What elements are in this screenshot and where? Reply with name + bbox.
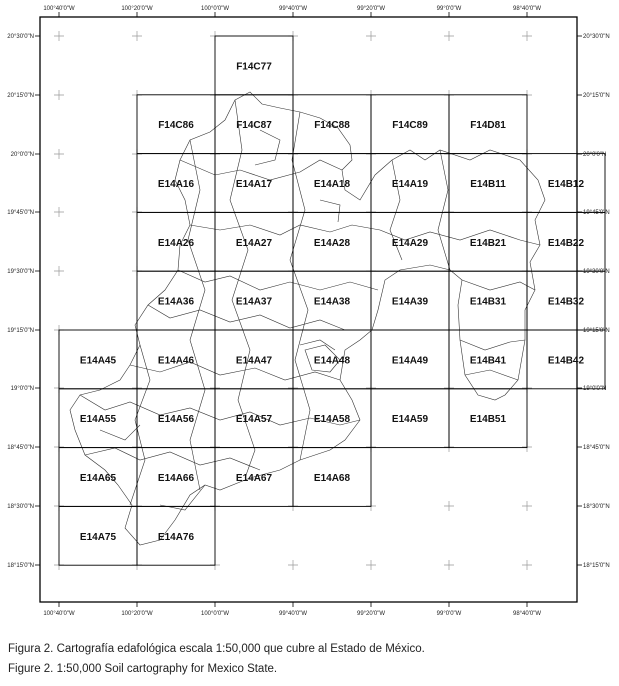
bottom-tick-label: 99°20'0"W bbox=[356, 611, 386, 617]
right-tick-label: 19°0'0"N bbox=[583, 386, 607, 392]
sheet-label: E14A29 bbox=[391, 237, 429, 249]
sheet-label: E14B22 bbox=[547, 237, 585, 249]
sheet-labels bbox=[80, 61, 585, 542]
graticule-cross bbox=[54, 31, 64, 41]
sheet-label: E14A17 bbox=[235, 179, 273, 190]
caption-english: Figure 2. 1:50,000 Soil cartography for Mexico State. bbox=[8, 663, 278, 675]
sheet-label: E14B42 bbox=[547, 355, 585, 367]
sheet-label: E14A55 bbox=[79, 414, 117, 426]
right-tick-label: 18°15'0"N bbox=[583, 563, 610, 569]
right-tick-label: 20°0'0"N bbox=[583, 152, 607, 158]
left-tick-label: 19°0'0"N bbox=[10, 386, 34, 392]
sheet-label: E14A28 bbox=[313, 237, 351, 249]
top-tick-label: 99°0'0"W bbox=[436, 6, 462, 12]
left-tick-label: 18°30'0"N bbox=[7, 504, 34, 510]
sheet-label: E14A26 bbox=[157, 237, 195, 249]
graticule-cross bbox=[366, 560, 376, 570]
sheet-label: E14B21 bbox=[469, 237, 507, 249]
right-tick-label: 19°30'0"N bbox=[583, 269, 610, 275]
top-tick-label: 99°20'0"W bbox=[356, 6, 386, 12]
sheet-label: E14A18 bbox=[313, 179, 351, 190]
sheet-label: E14A37 bbox=[235, 296, 273, 308]
sheet-label: E14A45 bbox=[79, 355, 117, 367]
sheet-label: E14A47 bbox=[235, 355, 273, 367]
right-tick-label: 20°15'0"N bbox=[583, 93, 610, 99]
sheet-label: E14A19 bbox=[391, 179, 429, 190]
sheet-label: E14A67 bbox=[235, 473, 273, 484]
left-tick-label: 18°45'0"N bbox=[7, 445, 34, 451]
bottom-tick-label: 100°20'0"W bbox=[121, 611, 153, 617]
right-tick-label: 19°15'0"N bbox=[583, 328, 610, 334]
bottom-tick-label: 100°40'0"W bbox=[43, 611, 75, 617]
graticule-cross bbox=[288, 560, 298, 570]
caption-spanish: Figura 2. Cartografía edafológica escala 1:50,000 que cubre al Estado de México. bbox=[8, 643, 425, 655]
sheet-label: E14B12 bbox=[547, 179, 585, 190]
bottom-tick-label: 98°40'0"W bbox=[512, 611, 542, 617]
graticule-cross bbox=[444, 501, 454, 511]
sheet-label: E14B32 bbox=[547, 296, 585, 308]
graticule-cross bbox=[444, 560, 454, 570]
sheet-label: E14A27 bbox=[235, 237, 273, 249]
bottom-tick-label: 99°0'0"W bbox=[436, 611, 462, 617]
sheet-label: F14C88 bbox=[314, 120, 350, 132]
sheet-label: F14C87 bbox=[236, 120, 272, 132]
sheet-label: E14B11 bbox=[470, 179, 506, 190]
bottom-tick-label: 100°0'0"W bbox=[200, 611, 230, 617]
sheet-label: E14A38 bbox=[313, 296, 351, 308]
left-tick-label: 20°15'0"N bbox=[7, 93, 34, 99]
sheet-label: E14A16 bbox=[157, 179, 195, 190]
sheet-label: E14A49 bbox=[391, 355, 429, 367]
left-tick-label: 19°45'0"N bbox=[7, 210, 34, 216]
sheet-label: E14A56 bbox=[157, 414, 195, 426]
graticule-cross bbox=[522, 501, 532, 511]
top-tick-label: 100°40'0"W bbox=[43, 6, 75, 12]
graticule-cross bbox=[522, 31, 532, 41]
sheet-label: E14A57 bbox=[235, 414, 273, 426]
sheet-label: E14A76 bbox=[157, 531, 195, 543]
sheet-label: E14A36 bbox=[157, 296, 195, 308]
left-tick-label: 19°15'0"N bbox=[7, 328, 34, 334]
top-tick-label: 98°40'0"W bbox=[512, 6, 542, 12]
graticule-cross bbox=[54, 207, 64, 217]
sheet-label: E14A48 bbox=[313, 355, 351, 367]
sheet-label: E14A59 bbox=[391, 414, 429, 426]
sheet-label: E14A66 bbox=[157, 473, 195, 484]
right-tick-label: 19°45'0"N bbox=[583, 210, 610, 216]
sheet-label: E14B31 bbox=[469, 296, 507, 308]
coordinate-tick-labels bbox=[7, 6, 609, 617]
sheet-label: E14A75 bbox=[79, 531, 117, 543]
sheet-label: E14A68 bbox=[313, 473, 351, 484]
graticule-cross bbox=[54, 266, 64, 276]
sheet-label: E14A39 bbox=[391, 296, 429, 308]
sheet-label: E14A46 bbox=[157, 355, 195, 367]
left-tick-label: 20°30'0"N bbox=[7, 34, 34, 40]
graticule-cross bbox=[132, 31, 142, 41]
sheet-label: F14D81 bbox=[470, 120, 506, 132]
sheet-label: F14C77 bbox=[236, 61, 272, 73]
bottom-tick-label: 99°40'0"W bbox=[278, 611, 308, 617]
sheet-label: E14B41 bbox=[469, 355, 507, 367]
map-frame bbox=[40, 17, 577, 602]
right-tick-label: 18°30'0"N bbox=[583, 504, 610, 510]
right-tick-label: 20°30'0"N bbox=[583, 34, 610, 40]
graticule-cross bbox=[522, 560, 532, 570]
sheet-label: E14A65 bbox=[79, 473, 117, 484]
sheet-label: E14B51 bbox=[469, 414, 507, 426]
left-tick-label: 18°15'0"N bbox=[7, 563, 34, 569]
right-tick-label: 18°45'0"N bbox=[583, 445, 610, 451]
municipality-boundaries bbox=[70, 92, 545, 545]
sheet-label: F14C86 bbox=[158, 120, 194, 132]
left-tick-label: 19°30'0"N bbox=[7, 269, 34, 275]
top-tick-label: 99°40'0"W bbox=[278, 6, 308, 12]
graticule-cross bbox=[54, 90, 64, 100]
left-tick-label: 20°0'0"N bbox=[10, 152, 34, 158]
graticule-cross bbox=[366, 31, 376, 41]
sheet-label: F14C89 bbox=[392, 120, 428, 132]
graticule-cross bbox=[54, 149, 64, 159]
graticule-cross bbox=[444, 31, 454, 41]
sheet-label: E14A58 bbox=[313, 414, 351, 426]
top-tick-label: 100°20'0"W bbox=[121, 6, 153, 12]
top-tick-label: 100°0'0"W bbox=[200, 6, 230, 12]
